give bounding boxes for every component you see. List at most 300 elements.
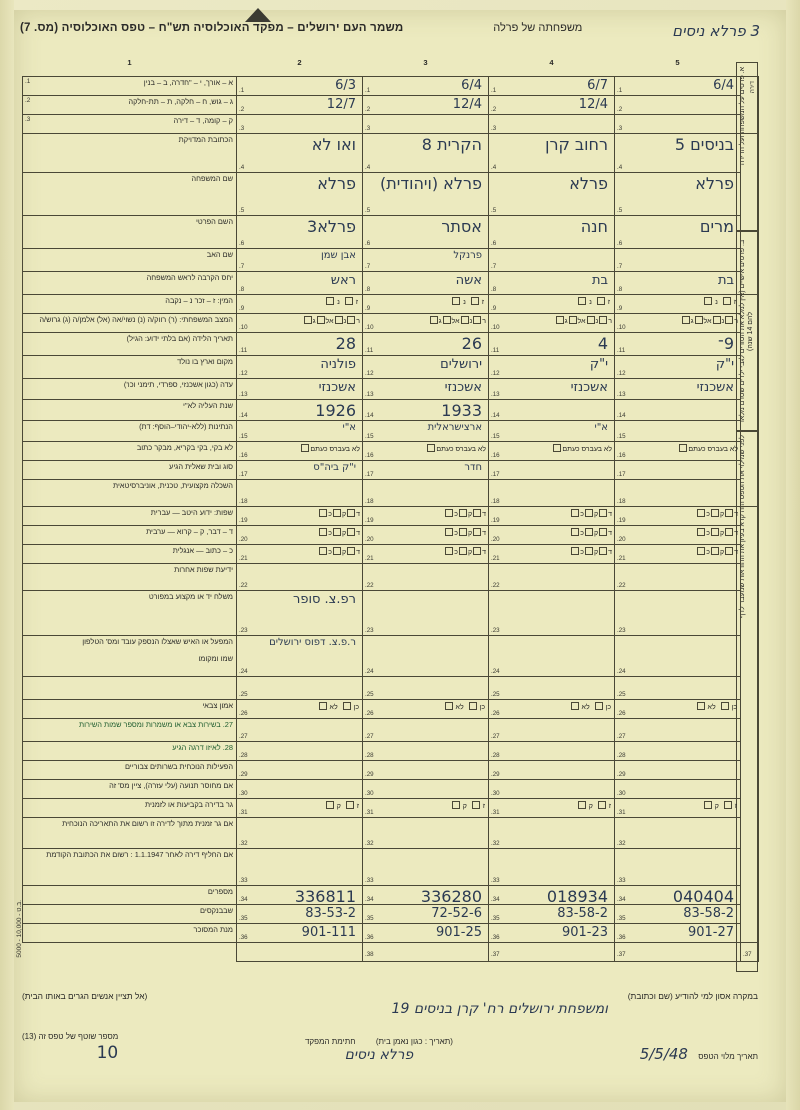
table-row	[23, 77, 759, 96]
row20-col5[interactable]: 20. דקכ	[615, 526, 741, 545]
row18-col2[interactable]: 18.	[237, 480, 363, 507]
row35-col2[interactable]: 35. 83-53-2	[237, 905, 363, 924]
hw-r4c4: רחוב קרן	[545, 135, 608, 154]
row21-label	[23, 545, 237, 564]
row14-col4[interactable]: 14.	[489, 400, 615, 421]
hw-r34c5: 040404	[672, 887, 734, 906]
table-row	[23, 818, 759, 849]
row18-col3[interactable]: 18.	[363, 480, 489, 507]
row18-label	[23, 480, 237, 507]
table-row	[23, 461, 759, 480]
row18-col4[interactable]: 18.	[489, 480, 615, 507]
row26-label-text: אמון צבאי	[202, 701, 233, 710]
row28-col3[interactable]: 28.	[363, 742, 489, 761]
row12-col2[interactable]: 12. פולניה	[237, 356, 363, 379]
table-row	[23, 295, 759, 314]
row22-col3[interactable]: 22.	[363, 564, 489, 591]
row22-label	[23, 564, 237, 591]
row24-label	[23, 636, 237, 677]
hw-r36c2: 901-111	[301, 925, 356, 940]
hw-r15c2: א"י	[342, 422, 356, 433]
row10-col5[interactable]: 10. רנאלג	[615, 314, 741, 333]
row35-col5[interactable]: 35. 83-58-2	[615, 905, 741, 924]
row35-col3[interactable]: 35. 72-52-6	[363, 905, 489, 924]
hw-r34c2: 336811	[294, 887, 356, 906]
row20-col4[interactable]: 20. דקכ	[489, 526, 615, 545]
row6-col3[interactable]: 6. אסתר	[363, 216, 489, 249]
row26-col2[interactable]: 26. כן לא	[237, 700, 363, 719]
table-row	[23, 849, 759, 886]
row9-label	[23, 295, 237, 314]
row36-col3[interactable]: 36. 901-25	[363, 924, 489, 943]
row12-col4[interactable]: 12. י"ק	[489, 356, 615, 379]
row26-col3[interactable]: 26. כן לא	[363, 700, 489, 719]
table-row	[23, 379, 759, 400]
row34-col2[interactable]: 34. 336811	[237, 886, 363, 905]
row10-col2[interactable]: 10. רנאלג	[237, 314, 363, 333]
row16-col5[interactable]: 16. לא בעברס כעתם	[615, 442, 741, 461]
row25-label-cell	[23, 677, 237, 700]
hw-r6c2: פרלא3	[307, 217, 356, 236]
row16-col2[interactable]: 16. לא בעברס כעתם	[237, 442, 363, 461]
row32-col3[interactable]: 32.	[363, 818, 489, 849]
col-note	[741, 58, 759, 77]
row34-col4[interactable]: 34. 018934	[489, 886, 615, 905]
row17-label-text: סוג ובית שאלית הגיע	[169, 462, 233, 471]
hw-r2c4: 12/4	[578, 97, 608, 112]
hw-r34c3: 336280	[420, 887, 482, 906]
row9-col4[interactable]: 9. ז נ	[489, 295, 615, 314]
row25-col2[interactable]: 25.	[237, 677, 363, 700]
table-row	[23, 134, 759, 173]
signature-block	[305, 1036, 453, 1063]
row21-col5[interactable]: 21. דקכ	[615, 545, 741, 564]
row1-col5[interactable]: 1. 6/4	[615, 77, 741, 96]
table-row	[23, 249, 759, 272]
row4-label-text: הכתובת המדויקת	[178, 135, 233, 144]
row6-col4[interactable]: 6. חנה	[489, 216, 615, 249]
hw-r35c2: 83-53-2	[305, 906, 356, 921]
hw-r2c3: 12/4	[452, 97, 482, 112]
hw-r1c4: 6/7	[587, 78, 608, 93]
row37-col4[interactable]: 37.	[615, 943, 741, 962]
row11-col2[interactable]: 11. 28	[237, 333, 363, 356]
date-label: תאריך מלוי הטפס	[698, 1052, 758, 1061]
row29-col4[interactable]: 29.	[489, 761, 615, 780]
row25-label-text: שמו ומקומו	[198, 654, 233, 664]
row36-label-text: מנת המסוכר	[193, 925, 233, 934]
hw-r17c2: י"ק ביה"ס	[313, 462, 356, 473]
row2-col3[interactable]: 2. 12/4	[363, 96, 489, 115]
row24-col2[interactable]: 24. ר.פ.צ. דפוס ירושלים	[237, 636, 363, 677]
row24-col5[interactable]: 24.	[615, 636, 741, 677]
row15-col5[interactable]: 15.	[615, 421, 741, 442]
row36-col4[interactable]: 36. 901-23	[489, 924, 615, 943]
hw-r34c4: 018934	[546, 887, 608, 906]
row26-col5[interactable]: 26. כן לא	[615, 700, 741, 719]
hw-r35c5: 83-58-2	[683, 906, 734, 921]
row15-label	[23, 421, 237, 442]
row15-col3[interactable]: 15. ארצישראלית	[363, 421, 489, 442]
row19-col3[interactable]: 19. דקכ	[363, 507, 489, 526]
table-row	[23, 421, 759, 442]
row24-col3[interactable]: 24.	[363, 636, 489, 677]
row22-col4[interactable]: 22.	[489, 564, 615, 591]
row35-col4[interactable]: 35. 83-58-2	[489, 905, 615, 924]
row28-col4[interactable]: 28.	[489, 742, 615, 761]
row7-label-text: שם האב	[206, 250, 233, 259]
row18-label-text: השכלה מקצועית, טכנית, אוניברסיטאית	[113, 481, 233, 490]
row10-label	[23, 314, 237, 333]
row20-label	[23, 526, 237, 545]
row2-col2[interactable]: 2. 12/7	[237, 96, 363, 115]
row26-label	[23, 700, 237, 719]
hw-r4c2: ואו לא	[311, 135, 356, 154]
row25-col5[interactable]: 25.	[615, 677, 741, 700]
row1-label-text: א – אורך, י – "חדרה, ב – בנין	[143, 78, 233, 87]
row14-col5[interactable]: 14.	[615, 400, 741, 421]
hw-r13c4: אשכנזי	[570, 380, 608, 395]
row28-col2[interactable]: 28.	[237, 742, 363, 761]
row21-col4[interactable]: 21. דקכ	[489, 545, 615, 564]
row7-col2[interactable]: 7. אבן שמן	[237, 249, 363, 272]
table-row	[23, 356, 759, 379]
row1-col3[interactable]: 1. 6/4	[363, 77, 489, 96]
row32-col4[interactable]: 32.	[489, 818, 615, 849]
footer-center-note: במקרה אסון למי להודיע (שם וכתובת)	[627, 991, 758, 1001]
table-row	[23, 761, 759, 780]
hw-r14c3: 1933	[441, 401, 482, 420]
hw-r11c2: 28	[335, 334, 356, 353]
hw-r15c3: ארצישראלית	[427, 422, 482, 433]
row3-col4[interactable]: 3.	[489, 115, 615, 134]
row23-col3[interactable]: 23.	[363, 591, 489, 636]
row30-col3[interactable]: 30.	[363, 780, 489, 799]
signature-label: חתימת המפקד	[304, 1037, 356, 1046]
hw-r11c4: 4	[597, 334, 608, 353]
row21-col2[interactable]: 21. דקכ	[237, 545, 363, 564]
hw-r8c4: בת	[591, 273, 608, 288]
row20-label-text: ד – דבר, ק – קרוא — ערבית	[146, 527, 233, 536]
row31-col5[interactable]: 31. ז ק	[615, 799, 741, 818]
row3-col5[interactable]: 3.	[615, 115, 741, 134]
row9-col5[interactable]: 9. ז נ	[615, 295, 741, 314]
row5-col5[interactable]: 5. פרלא	[615, 173, 741, 216]
row28-col5[interactable]: 28.	[615, 742, 741, 761]
page-left-edge	[0, 0, 14, 1110]
row11-col3[interactable]: 11. 26	[363, 333, 489, 356]
row31-label-text: גר בדירה בקביעות או לזמנית	[145, 800, 233, 809]
row30-col2[interactable]: 30.	[237, 780, 363, 799]
row32-label	[23, 818, 237, 849]
row14-col2[interactable]: 14. 1926	[237, 400, 363, 421]
row15-col2[interactable]: 15. א"י	[237, 421, 363, 442]
hw-r6c4: חנה	[580, 217, 608, 236]
row7-label	[23, 249, 237, 272]
rail-section-b-label: ב. פרטים אישיים (אין למלא את הטורים לגבי ילדים שטרם מלאו להם 14 שנה)	[739, 239, 755, 423]
col-header-5: 5	[675, 58, 680, 67]
row29-label-text: הפעילות הנוכחית בשרותים צבוריים	[124, 762, 233, 771]
row22-label-text: ידיעת שפות אחרות	[174, 565, 233, 574]
row15-col4[interactable]: 15. א"י	[489, 421, 615, 442]
hw-r13c2: אשכנזי	[318, 380, 356, 395]
hw-r36c5: 901-27	[687, 925, 734, 940]
row25-col3[interactable]: 25.	[363, 677, 489, 700]
hw-r35c4: 83-58-2	[557, 906, 608, 921]
row16-col4[interactable]: 16. לא בעברס כעתם	[489, 442, 615, 461]
row35-label-text: שבבנקסים	[200, 906, 233, 915]
row37-col2[interactable]: 38.	[363, 943, 489, 962]
date-value: 5/5/48	[639, 1045, 688, 1063]
table-row	[23, 780, 759, 799]
row34-col5[interactable]: 34. 040404	[615, 886, 741, 905]
row25-col4[interactable]: 25.	[489, 677, 615, 700]
col-header-4: 4	[549, 58, 554, 67]
row8-col4[interactable]: 8. בת	[489, 272, 615, 295]
table-row	[23, 799, 759, 818]
print-code: 5000 - 10,000 - ב.ט.	[16, 900, 23, 958]
page-right-edge	[786, 0, 800, 1110]
row6-col5[interactable]: 6. מרים	[615, 216, 741, 249]
hw-r24c2: ר.פ.צ. דפוס ירושלים	[269, 637, 356, 648]
hw-r8c3: אשה	[455, 273, 482, 288]
hw-r5c4: פרלא	[569, 174, 608, 193]
row33-col5[interactable]: 33.	[615, 849, 741, 886]
row5-col2[interactable]: 5. פרלא	[237, 173, 363, 216]
table-row	[23, 943, 759, 962]
row19-col4[interactable]: 19. דקכ	[489, 507, 615, 526]
row6-label-text: השם הפרטי	[195, 217, 233, 226]
row13-col3[interactable]: 13. אשכנזי	[363, 379, 489, 400]
row3-col3[interactable]: 3.	[363, 115, 489, 134]
row13-col2[interactable]: 13. אשכנזי	[237, 379, 363, 400]
row32-col2[interactable]: 32.	[237, 818, 363, 849]
hw-r8c2: ראש	[330, 273, 356, 288]
row29-col5[interactable]: 29.	[615, 761, 741, 780]
table-row	[23, 742, 759, 761]
row14-col3[interactable]: 14. 1933	[363, 400, 489, 421]
col-header-1: 1	[127, 58, 132, 67]
footer-row-2	[22, 1031, 758, 1063]
row17-col4[interactable]: 17.	[489, 461, 615, 480]
table-row	[23, 272, 759, 295]
row27-col3[interactable]: 27.	[363, 719, 489, 742]
row16-col3[interactable]: 16. לא בעברס כעתם	[363, 442, 489, 461]
row36-col2[interactable]: 36. 901-111	[237, 924, 363, 943]
row7-col4[interactable]: 7.	[489, 249, 615, 272]
row12-col5[interactable]: 12. י"ק	[615, 356, 741, 379]
table-row	[23, 314, 759, 333]
row12-col3[interactable]: 12. ירושלים	[363, 356, 489, 379]
row29-label	[23, 761, 237, 780]
row4-col4[interactable]: 4. רחוב קרן	[489, 134, 615, 173]
row30-col4[interactable]: 30.	[489, 780, 615, 799]
row27-col4[interactable]: 27.	[489, 719, 615, 742]
row3-col2[interactable]: 3.	[237, 115, 363, 134]
row33-col3[interactable]: 33.	[363, 849, 489, 886]
row22-col5[interactable]: 22.	[615, 564, 741, 591]
row11-col4[interactable]: 11. 4	[489, 333, 615, 356]
rail-section-a-label: א. פרטים על המשפחה ועל הדירה	[739, 67, 746, 166]
row4-col2[interactable]: 4. ואו לא	[237, 134, 363, 173]
table-row	[23, 677, 759, 700]
hw-r14c2: 1926	[315, 401, 356, 420]
row23-col4[interactable]: 23.	[489, 591, 615, 636]
row4-label	[23, 134, 237, 173]
row13-label-text: עדה (כגון אשכנזי, ספרדי, תימני וכו')	[123, 380, 233, 389]
row30-col5[interactable]: 30.	[615, 780, 741, 799]
hw-r12c5: י"ק	[715, 357, 734, 372]
hw-r6c5: מרים	[699, 217, 734, 236]
table-row	[23, 442, 759, 461]
hw-r36c3: 901-25	[435, 925, 482, 940]
row31-col4[interactable]: 31. ז ק	[489, 799, 615, 818]
row17-label	[23, 461, 237, 480]
row19-col2[interactable]: 19. דקכ	[237, 507, 363, 526]
row23-label	[23, 591, 237, 636]
row30-label	[23, 780, 237, 799]
row5-col3[interactable]: 5. פרלא (ויהודית)	[363, 173, 489, 216]
hw-r35c3: 72-52-6	[431, 906, 482, 921]
form-number-value: 10	[96, 1043, 119, 1063]
row8-col2[interactable]: 8. ראש	[237, 272, 363, 295]
footer-left-note: (אל תציין אנשים הגרים באותו הבית)	[22, 991, 148, 1001]
title-row	[20, 22, 760, 40]
col-header-2: 2	[297, 58, 302, 67]
row11-label	[23, 333, 237, 356]
row37-col5[interactable]: 37.	[741, 943, 759, 962]
row10-label-text: המצב המשפחתי: (ר) רווק/ה (נ) נשוי/אה (אל) אלמן/ה (ג) גרוש/ה	[39, 315, 233, 324]
census-table	[22, 58, 759, 962]
row2-col5[interactable]: 2.	[615, 96, 741, 115]
row9-label-text: המין: ז – זכר נ – נקבה	[165, 296, 233, 305]
row5-label	[23, 173, 237, 216]
row37-label	[237, 943, 363, 962]
row31-col3[interactable]: 31. ז ק	[363, 799, 489, 818]
table-row	[23, 591, 759, 636]
row34-col3[interactable]: 34. 336280	[363, 886, 489, 905]
form-number-block	[22, 1031, 118, 1063]
row4-col5[interactable]: 4. בניסים 5	[615, 134, 741, 173]
row27-label	[23, 719, 237, 742]
row20-col3[interactable]: 20. דקכ	[363, 526, 489, 545]
row5-col4[interactable]: 5. פרלא	[489, 173, 615, 216]
table-row	[23, 507, 759, 526]
row8-label	[23, 272, 237, 295]
hw-r1c2: 6/3	[335, 78, 356, 93]
form-number-label: מספר שוטף של טפס זה (13)	[22, 1032, 119, 1041]
row3-label-text: ק – קומה, ד – דירה	[173, 116, 233, 125]
row32-label-text: אם גר זמנית מתוך לדירה זו רשום את התאריכה הנוכחית	[62, 819, 233, 828]
row27-col5[interactable]: 27.	[615, 719, 741, 742]
row17-col5[interactable]: 17.	[615, 461, 741, 480]
row10-col3[interactable]: 10. רנאלג	[363, 314, 489, 333]
row9-col3[interactable]: 9. ז נ	[363, 295, 489, 314]
row33-label-text: אם החליף דירה לאחר 1.1.1947 : רשום את הכתובת הקודמת	[46, 850, 233, 859]
column-number-row	[23, 58, 759, 77]
row16-label	[23, 442, 237, 461]
row33-col2[interactable]: 33.	[237, 849, 363, 886]
row6-col2[interactable]: 6. פרלא3	[237, 216, 363, 249]
row17-col3[interactable]: 17. חדר	[363, 461, 489, 480]
row2-label-text: ג – גוש, ח – חלקה, ת – תת-חלקה	[128, 97, 233, 106]
row20-col2[interactable]: 20. דקכ	[237, 526, 363, 545]
row8-col3[interactable]: 8. אשה	[363, 272, 489, 295]
row14-label-text: שנת העליה לא"י	[183, 401, 233, 410]
row32-col5[interactable]: 32.	[615, 818, 741, 849]
row1-col2[interactable]: 1. 6/3	[237, 77, 363, 96]
row9-col2[interactable]: 9. ז נ	[237, 295, 363, 314]
table-row	[23, 480, 759, 507]
row24-col4[interactable]: 24.	[489, 636, 615, 677]
hw-r11c5: 9־	[718, 334, 734, 353]
row2-col4[interactable]: 2. 12/4	[489, 96, 615, 115]
signature-date-note: (תאריך : כגון נאמן בית)	[375, 1037, 453, 1046]
row27-col2[interactable]: 27.	[237, 719, 363, 742]
row26-col4[interactable]: 26. כן לא	[489, 700, 615, 719]
hw-r12c2: פולניה	[320, 357, 356, 372]
row1-label: א – אורך, י – "חדרה, ב – בנין 1.	[23, 77, 237, 96]
rail-instructions-label: לפני שמילוי את הטפס הזה קרא בעיון את ההוראות שמעבר לדף	[739, 435, 746, 619]
hw-r7c2: אבן שמן	[321, 250, 356, 261]
row22-col2[interactable]: 22.	[237, 564, 363, 591]
table-row	[23, 173, 759, 216]
table-row	[23, 115, 759, 134]
row13-col4[interactable]: 13. אשכנזי	[489, 379, 615, 400]
row36-col5[interactable]: 36. 901-27	[615, 924, 741, 943]
row7-col5[interactable]: 7.	[615, 249, 741, 272]
hw-r5c5: פרלא	[695, 174, 734, 193]
row21-col3[interactable]: 21. דקכ	[363, 545, 489, 564]
table-row	[23, 636, 759, 677]
row37-col3[interactable]: 37.	[489, 943, 615, 962]
table-row	[23, 400, 759, 421]
row18-col5[interactable]: 18.	[615, 480, 741, 507]
row8-col5[interactable]: 8. בת	[615, 272, 741, 295]
row30-label-text: אם מחוסר תנועה (עלי עזרה), ציין מס' זה	[109, 781, 233, 790]
row33-col4[interactable]: 33.	[489, 849, 615, 886]
hw-r23c2: רפ.צ. סופר	[292, 592, 356, 607]
hw-r4c3: הקרית 8	[421, 135, 482, 154]
hw-r6c3: אסתר	[441, 217, 482, 236]
row23-col5[interactable]: 23.	[615, 591, 741, 636]
date-block	[640, 1045, 758, 1063]
row31-col2[interactable]: 31. ז ק	[237, 799, 363, 818]
row29-col2[interactable]: 29.	[237, 761, 363, 780]
census-table-body	[23, 58, 759, 962]
row21-label-text: כ – כתוב — אנגלית	[172, 546, 233, 555]
row34-label	[23, 886, 237, 905]
row13-col5[interactable]: 13. אשכנזי	[615, 379, 741, 400]
row10-col4[interactable]: 10. רנאלג	[489, 314, 615, 333]
row1-col4[interactable]: 1. 6/7	[489, 77, 615, 96]
table-row	[23, 719, 759, 742]
hw-r13c3: אשכנזי	[444, 380, 482, 395]
row29-col3[interactable]: 29.	[363, 761, 489, 780]
row19-col5[interactable]: 19. דקכ	[615, 507, 741, 526]
row4-col3[interactable]: 4. הקרית 8	[363, 134, 489, 173]
row28-label	[23, 742, 237, 761]
hw-r7c3: פרנקל	[453, 250, 482, 261]
row12-label	[23, 356, 237, 379]
row15-label-text: הנתינות (ללא-יהודי–הוסף: דת)	[139, 422, 233, 431]
row7-col3[interactable]: 7. פרנקל	[363, 249, 489, 272]
row13-label	[23, 379, 237, 400]
row11-col5[interactable]: 11. 9־	[615, 333, 741, 356]
row23-col2[interactable]: 23. רפ.צ. סופר	[237, 591, 363, 636]
row17-col2[interactable]: 17. י"ק ביה"ס	[237, 461, 363, 480]
footer-area	[22, 985, 758, 1063]
